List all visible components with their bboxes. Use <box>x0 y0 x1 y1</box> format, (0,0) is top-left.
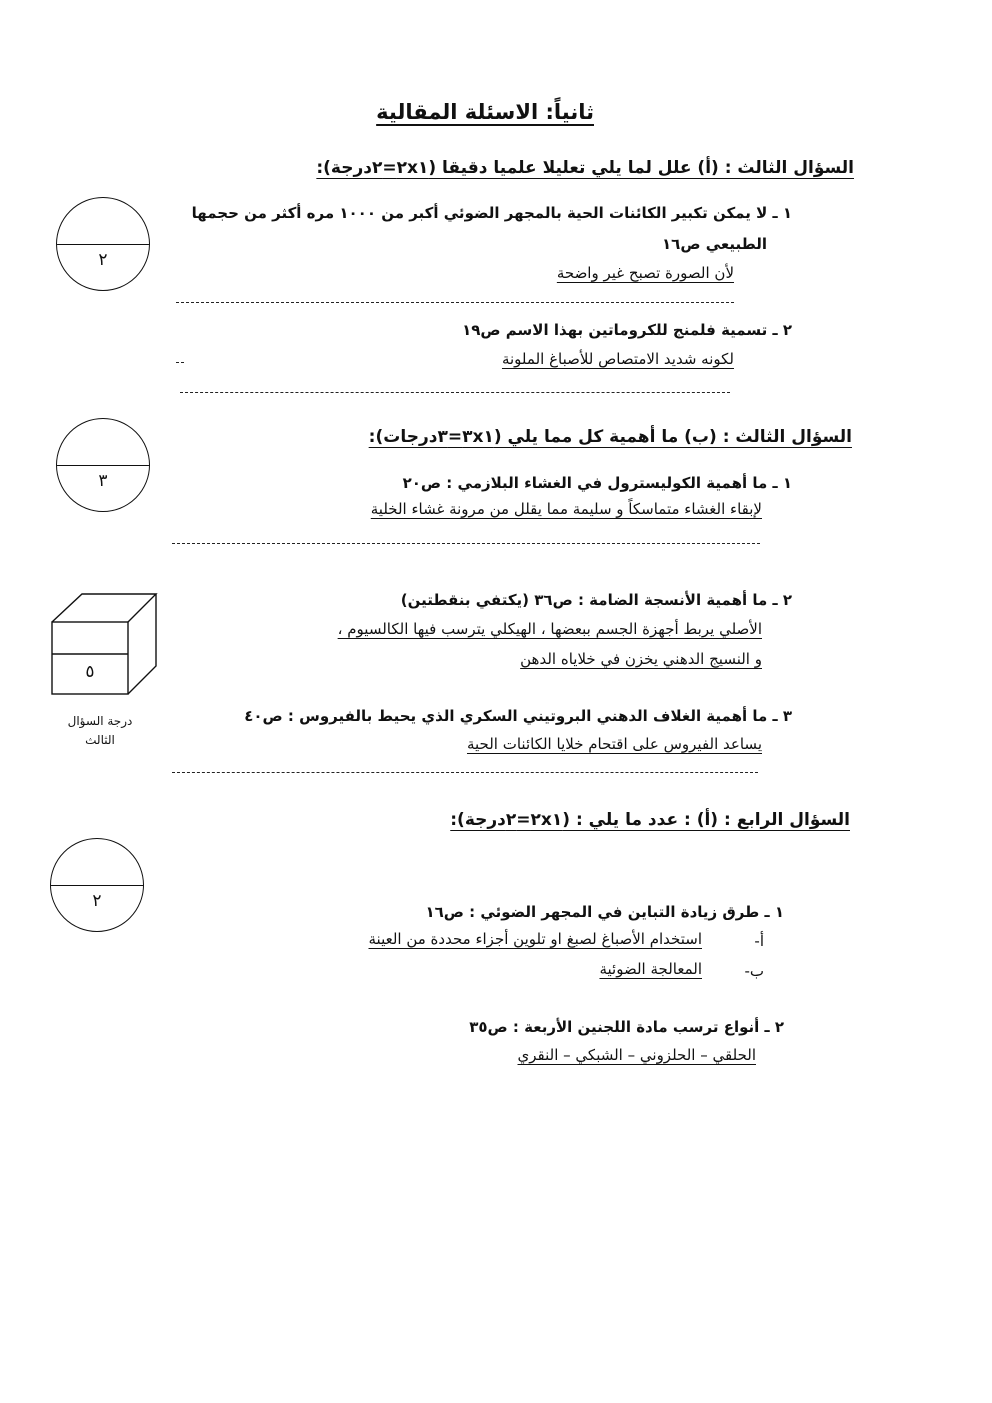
q3a-score-circle <box>56 197 150 291</box>
q3a-item2-answer: لكونه شديد الامتصاص للأصباغ الملونة <box>501 350 734 368</box>
q3b-score-circle <box>56 418 150 512</box>
q3b-score: ٣ <box>98 471 108 491</box>
q4a-item1-sub-a-letter: أ- <box>754 932 764 950</box>
q3b-heading: السؤال الثالث : (ب) ما أهمية كل مما يلي (٣x١=٣درجات): <box>368 427 852 447</box>
q4a-score-circle <box>50 838 144 932</box>
q3-total-score: ٥ <box>85 662 95 682</box>
separator <box>180 392 730 393</box>
q3a-item1-question-line2: الطبيعي ص١٦ <box>662 235 767 253</box>
q4a-item1-sub-b-text: المعالجة الضوئية <box>599 960 702 978</box>
q3b-item2-answer-line2: و النسيج الدهني يخزن في خلاياه الدهن <box>520 650 762 668</box>
q3-total-box <box>50 592 160 698</box>
q3b-item2-answer-line1: الأصلي يربط أجهزة الجسم ببعضها ، الهيكلي يترسب فيها الكالسيوم ، <box>337 620 762 638</box>
q3a-item2-question: ٢ ـ تسمية فلمنج للكروماتين بهذا الاسم ص١٩ <box>462 321 792 339</box>
page-title: ثانياً: الاسئلة المقالية <box>376 100 594 124</box>
q4a-item1-question: ١ ـ طرق زيادة التباين في المجهر الضوئي : ص١٦ <box>425 903 784 921</box>
q3a-item1-answer: لأن الصورة تصبح غير واضحة <box>556 264 734 282</box>
q4a-item2-answer: الحلقي – الحلزوني – الشبكي – النقري <box>517 1046 756 1064</box>
q3-total-label-line2: الثالث <box>85 733 115 747</box>
q3b-item2-question: ٢ ـ ما أهمية الأنسجة الضامة : ص٣٦ (يكتفي بنقطتين) <box>400 591 792 609</box>
q3a-item1-question-line1: ١ ـ لا يمكن تكبير الكائنات الحية بالمجهر الضوئي أكبر من ١٠٠٠ مره أكثر من حجمها <box>191 204 792 222</box>
separator <box>176 302 734 303</box>
q4a-item1-sub-b-letter: ب- <box>744 962 764 980</box>
q4a-heading: السؤال الرابع : (أ) : عدد ما يلي : (٢x١=٢درجة): <box>450 810 850 830</box>
q3b-item1-question: ١ ـ ما أهمية الكوليسترول في الغشاء البلازمي : ص٢٠ <box>402 474 792 492</box>
separator <box>172 543 760 544</box>
q3a-score: ٢ <box>98 250 108 270</box>
q3-total-label-line1: درجة السؤال <box>67 714 133 728</box>
q4a-item2-question: ٢ ـ أنواع ترسب مادة اللجنين الأربعة : ص٣٥ <box>469 1018 784 1036</box>
separator <box>176 362 184 363</box>
q3b-item3-answer: يساعد الفيروس على اقتحام خلايا الكائنات الحية <box>466 735 762 753</box>
q3a-heading: السؤال الثالث : (أ) علل لما يلي تعليلا علميا دقيقا (٢x١=٢درجة): <box>316 158 854 178</box>
q3b-item1-answer: لإبقاء الغشاء متماسكاً و سليمة مما يقلل من مرونة غشاء الخلية <box>370 500 762 518</box>
q4a-score: ٢ <box>92 891 102 911</box>
separator <box>172 772 758 773</box>
q3b-item3-question: ٣ ـ ما أهمية الغلاف الدهني البروتيني السكري الذي يحيط بالفيروس : ص٤٠ <box>244 707 792 725</box>
q4a-item1-sub-a-text: استخدام الأصباغ لصبغ او تلوين أجزاء محددة من العينة <box>368 930 702 948</box>
